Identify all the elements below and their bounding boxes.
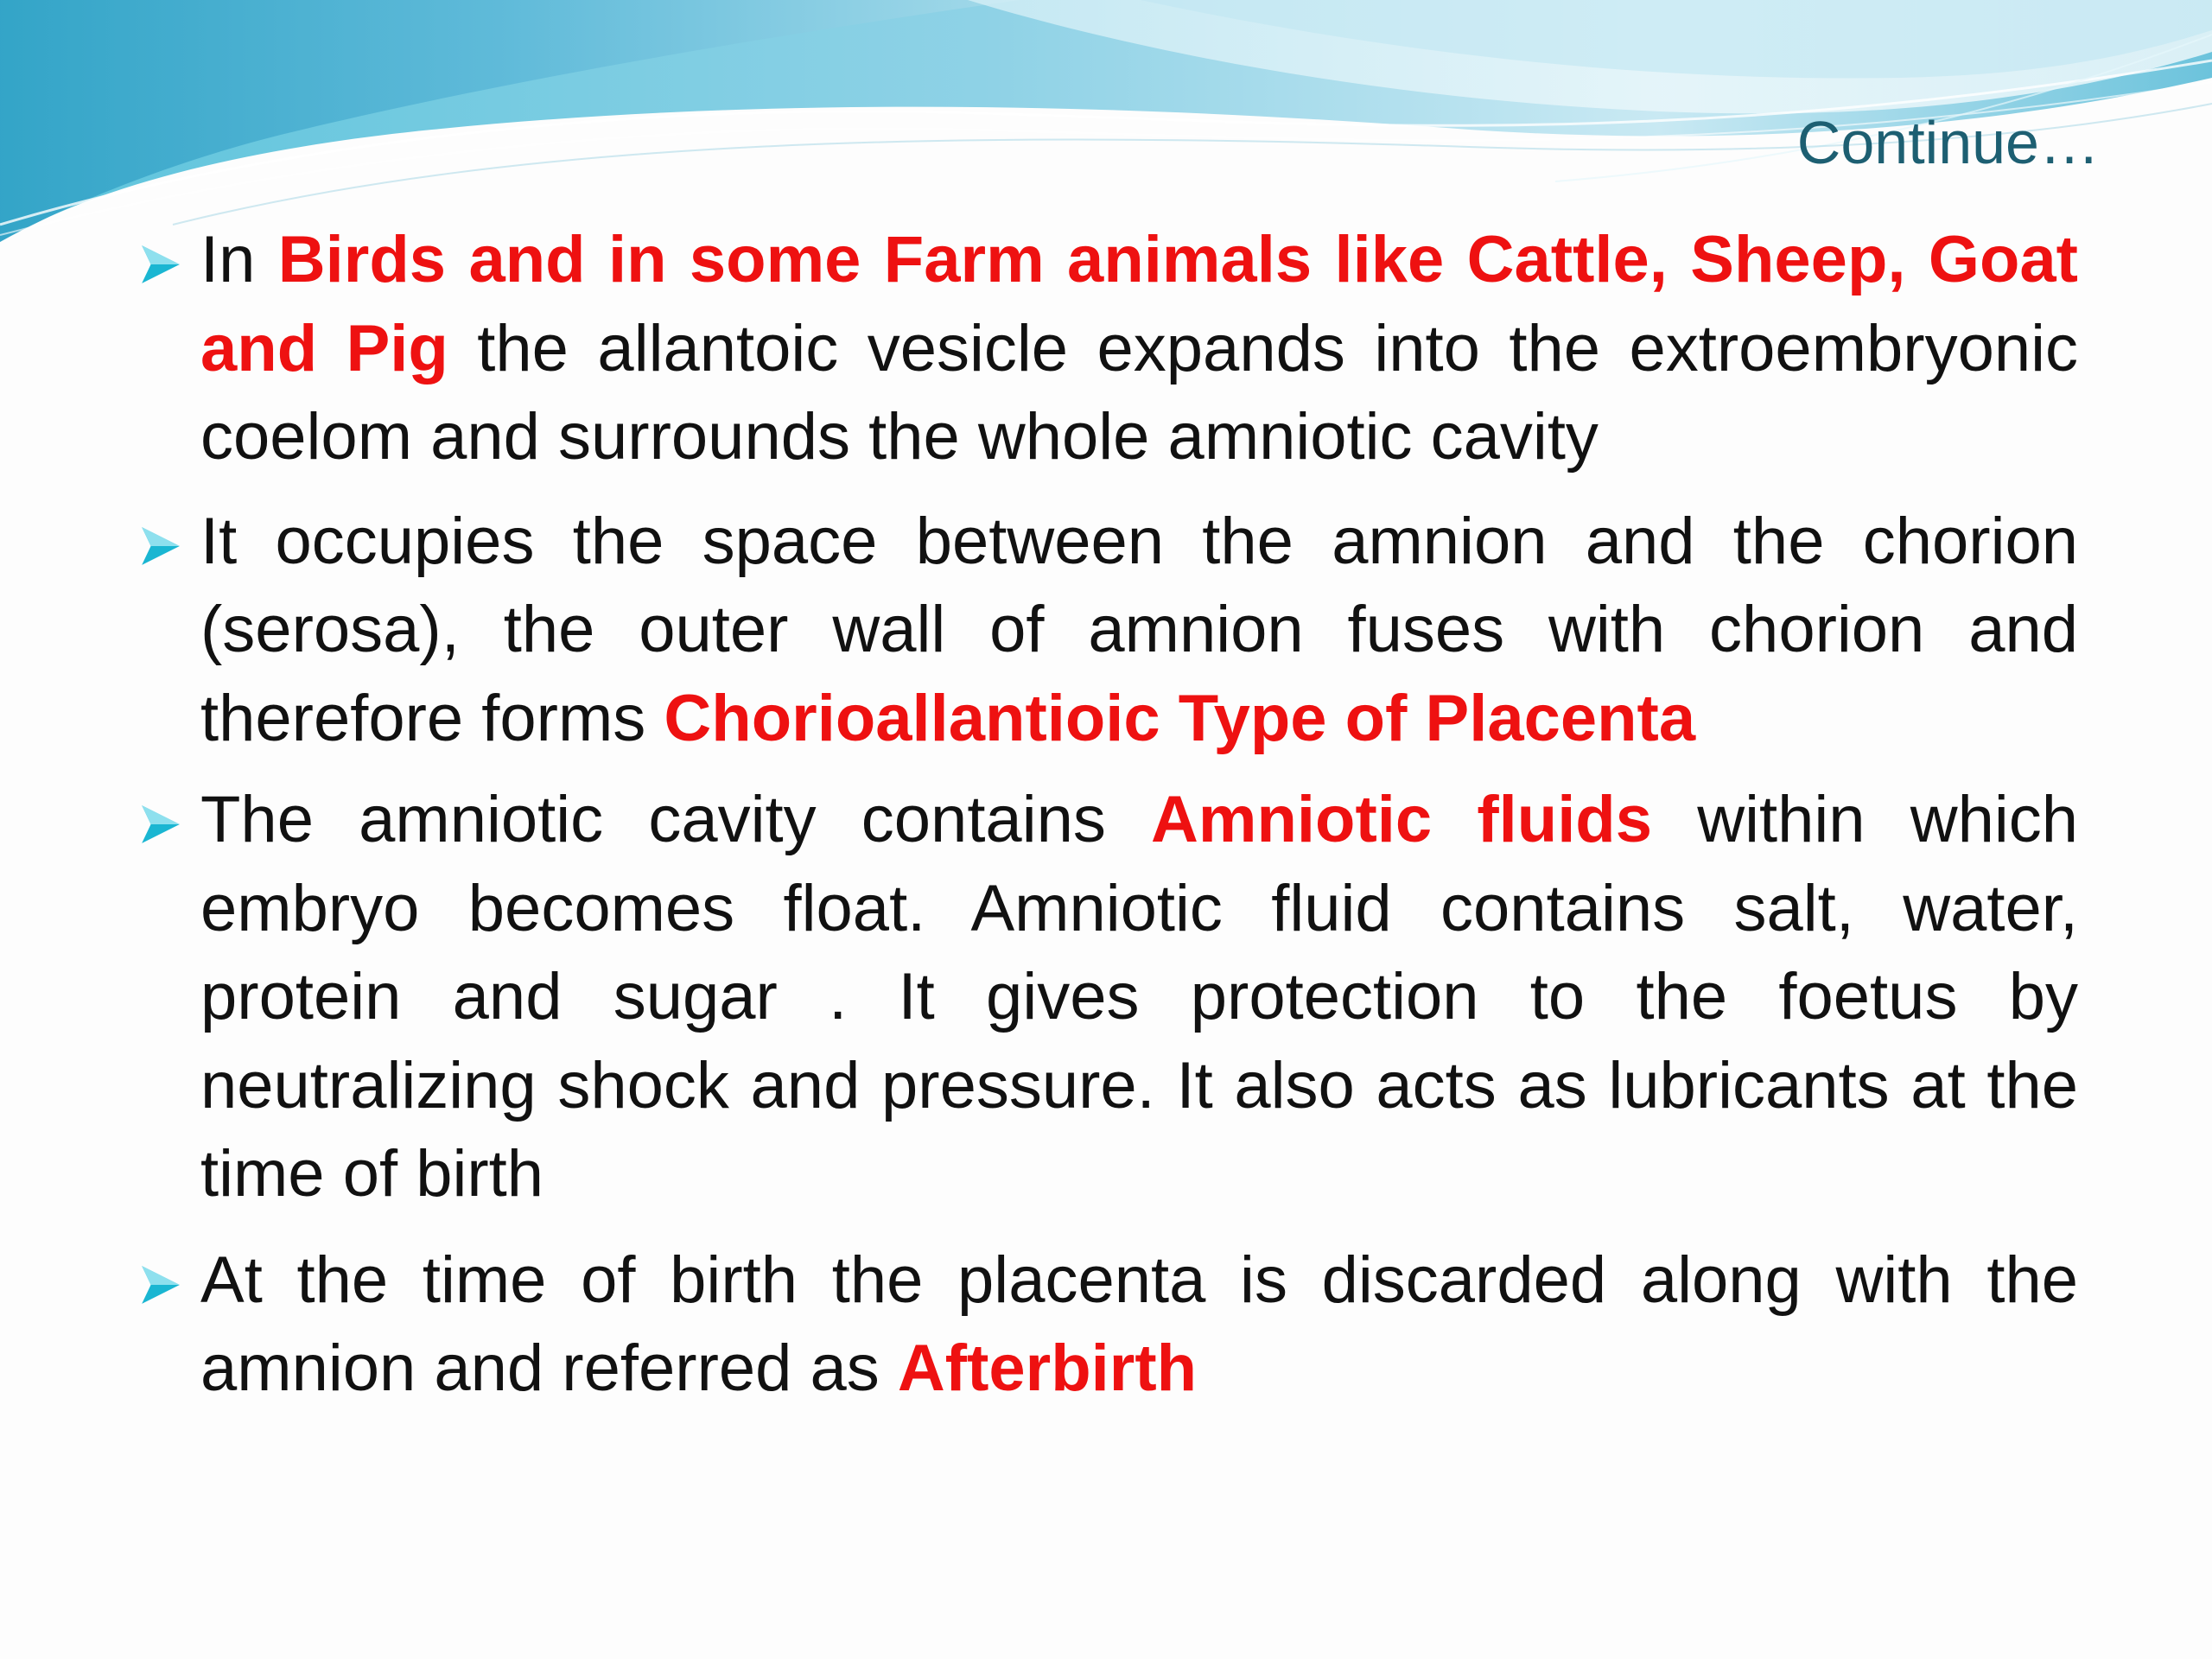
bullet-1-highlight: Birds and in some Farm animals like Cattle, Sheep, Goat and Pig	[200, 223, 2078, 385]
bullet-item-4	[138, 1236, 2078, 1414]
bullet-item-3	[138, 776, 2078, 1219]
bullet-4-text: At the time of birth the placenta is discarded along with the amnion and referred as	[200, 1243, 2078, 1405]
bullet-item-2	[138, 498, 2078, 764]
arrow-bullet-icon	[138, 802, 183, 847]
bullet-1-text-intro: In	[200, 223, 278, 296]
slide-title: Continue…	[1796, 109, 2100, 176]
bullet-3-text-intro: The amniotic cavity contains	[200, 783, 1152, 856]
bullet-list	[138, 216, 2078, 1429]
bullet-item-1	[138, 216, 2078, 482]
bullet-2-highlight: Chorioallantioic Type of Placenta	[664, 681, 1696, 755]
bullet-2-text: It occupies the space between the amnion and the chorion (serosa), the outer wall of amnion fuses with chorion and therefore forms	[200, 504, 2078, 755]
arrow-bullet-icon	[138, 524, 183, 569]
arrow-bullet-icon	[138, 242, 183, 287]
arrow-bullet-icon	[138, 1262, 183, 1307]
bullet-4-highlight: Afterbirth	[897, 1332, 1198, 1405]
bullet-3-highlight: Amniotic fluids	[1151, 783, 1653, 856]
bullet-3-text-rest: within which embryo becomes float. Amniotic fluid contains salt, water, protein and sugar . It gives protection to the foetus by neutralizing shock and pressure. It also acts as lubricants at the time of birth	[200, 783, 2078, 1211]
bullet-1-text-rest: the allantoic vesicle expands into the extroembryonic coelom and surrounds the whole amniotic cavity	[200, 311, 2078, 474]
